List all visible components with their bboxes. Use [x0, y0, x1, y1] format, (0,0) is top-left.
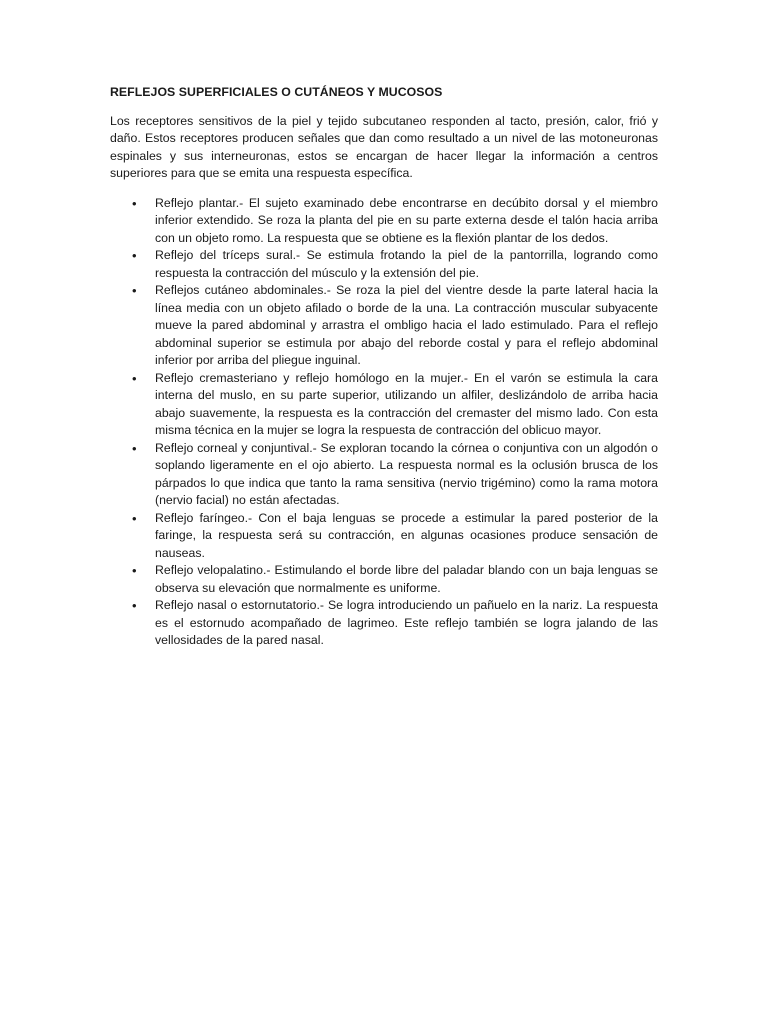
list-item — [110, 282, 658, 370]
list-item-text: Reflejo nasal o estornutatorio.- Se logra introduciendo un pañuelo en la nariz. La respuesta es el estornudo acompañado de lagrimeo. Este reflejo también se logra jalando de las vellosidades de la pared nasal. — [155, 598, 658, 647]
list-item-text: Reflejo del tríceps sural.- Se estimula frotando la piel de la pantorrilla, logrando como respuesta la contracción del músculo y la extensión del pie. — [155, 248, 658, 280]
list-item — [110, 195, 658, 248]
document-page — [110, 84, 658, 650]
list-item-text: Reflejos cutáneo abdominales.- Se roza la piel del vientre desde la parte lateral hacia la línea media con un objeto afilado o borde de la una. La contracción muscular subyacente mueve la pared abdominal y arrastra el ombligo hacia el lado estimulado. Para el reflejo abdominal superior se estimula por abajo del reborde costal y para el reflejo abdominal inferior por arriba del pliegue inguinal. — [155, 283, 658, 367]
list-item-text: Reflejo faríngeo.- Con el baja lenguas se procede a estimular la pared posterior de la faringe, la respuesta será su contracción, en algunas ocasiones produce sensación de nauseas. — [155, 510, 658, 560]
bullet-icon: • — [132, 598, 137, 613]
bullet-icon: • — [132, 283, 137, 298]
list-item — [110, 440, 658, 510]
list-item — [110, 510, 658, 563]
reflex-list — [110, 195, 658, 650]
bullet-icon: • — [132, 440, 137, 456]
list-item — [110, 247, 658, 282]
bullet-icon: • — [132, 195, 137, 211]
list-item — [110, 562, 658, 597]
bullet-icon: • — [132, 248, 137, 263]
list-item — [110, 370, 658, 440]
list-item-text: Reflejo velopalatino.- Estimulando el borde libre del paladar blando con un baja lenguas se observa su elevación que normalmente es uniforme. — [155, 563, 658, 595]
list-item-text: Reflejo corneal y conjuntival.- Se exploran tocando la córnea o conjuntiva con un algodón o soplando ligeramente en el ojo abierto. La respuesta normal es la oclusión brusca de los párpados lo que indica que tanto la rama sensitiva (nervio trigémino) como la rama motora (nervio facial) no están afectadas. — [155, 440, 658, 507]
bullet-icon: • — [132, 510, 137, 526]
bullet-icon: • — [132, 370, 137, 386]
list-item-text: Reflejo cremasteriano y reflejo homólogo en la mujer.- En el varón se estimula la cara interna del muslo, en su parte superior, utilizando un alfiler, deslizándolo de arriba hacia abajo suavemente, la respuesta es la contracción del cremaster del mismo lado. Con esta misma técnica en la mujer se logra la respuesta de contracción del oblicuo mayor. — [155, 370, 658, 437]
bullet-icon: • — [132, 563, 137, 578]
list-item — [110, 597, 658, 650]
intro-paragraph: Los receptores sensitivos de la piel y tejido subcutaneo responden al tacto, presión, calor, frió y daño. Estos receptores producen señales que dan como resultado a un nivel de las motoneuronas espinales y sus interneuronas, estos se encargan de hacer llegar la información a centros superiores para que se emita una respuesta específica. — [110, 113, 658, 180]
list-item-text: Reflejo plantar.- El sujeto examinado debe encontrarse en decúbito dorsal y el miembro inferior extendido. Se roza la planta del pie en su parte externa desde el talón hacia arriba con un objeto romo. La respuesta que se obtiene es la flexión plantar de los dedos. — [155, 195, 658, 245]
document-title: REFLEJOS SUPERFICIALES O CUTÁNEOS Y MUCOSOS — [110, 85, 443, 99]
